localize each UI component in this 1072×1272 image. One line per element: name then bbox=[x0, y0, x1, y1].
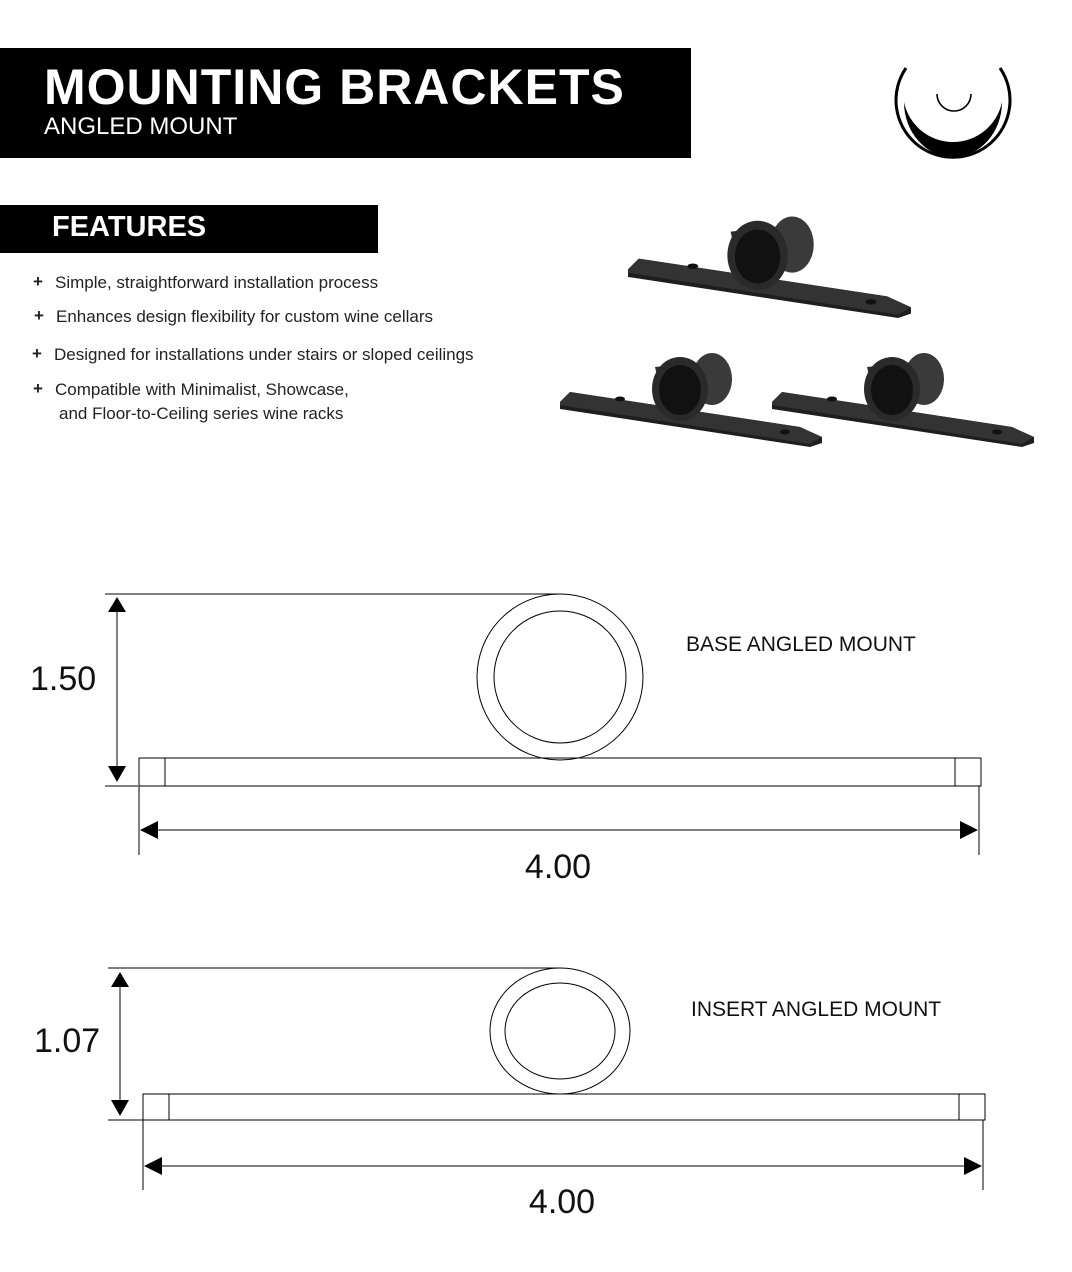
plus-bullet-icon: + bbox=[33, 272, 43, 291]
feature-item: + Simple, straightforward installation process bbox=[33, 272, 379, 292]
plus-bullet-icon: + bbox=[32, 344, 42, 363]
circle-logo-icon bbox=[890, 62, 1016, 162]
page-title: MOUNTING BRACKETS bbox=[44, 59, 625, 115]
diagram-insert-angled-mount bbox=[0, 940, 1072, 1230]
feature-item: + Compatible with Minimalist, Showcase, bbox=[33, 379, 349, 399]
feature-item: + Designed for installations under stairs or sloped ceilings bbox=[32, 344, 474, 364]
diagram-base-angled-mount bbox=[0, 560, 1072, 890]
feature-item-continuation: and Floor-to-Ceiling series wine racks bbox=[59, 404, 344, 423]
product-image bbox=[550, 205, 1040, 455]
width-dimension: 4.00 bbox=[528, 1183, 596, 1221]
height-dimension: 1.50 bbox=[30, 660, 97, 698]
feature-item: + Enhances design flexibility for custom wine cellars bbox=[34, 306, 434, 326]
bracket-top bbox=[628, 216, 911, 318]
diagram-label: BASE ANGLED MOUNT bbox=[686, 633, 916, 656]
diagram-label: INSERT ANGLED MOUNT bbox=[691, 998, 942, 1021]
height-dimension: 1.07 bbox=[34, 1022, 101, 1060]
plus-bullet-icon: + bbox=[33, 379, 43, 398]
features-title: FEATURES bbox=[52, 211, 207, 243]
width-dimension: 4.00 bbox=[524, 848, 592, 886]
plus-bullet-icon: + bbox=[34, 306, 44, 325]
page-subtitle: ANGLED MOUNT bbox=[44, 113, 238, 140]
